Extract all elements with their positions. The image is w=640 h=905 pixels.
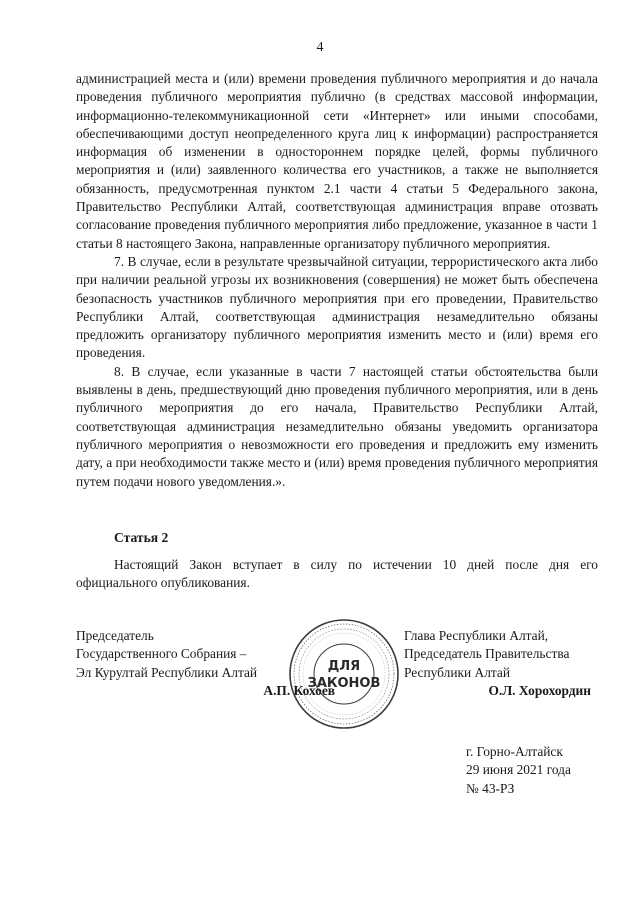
article-2-body bbox=[76, 556, 598, 593]
article-2-text: Настоящий Закон вступает в силу по истечении 10 дней после дня его официального опубликования. bbox=[76, 557, 598, 591]
signature-right-name: О.Л. Хорохордин bbox=[488, 683, 591, 698]
signature-right-line3: Республики Алтай bbox=[404, 664, 511, 680]
law-text-body bbox=[76, 70, 598, 491]
signature-right-line1: Глава Республики Алтай, bbox=[404, 628, 549, 643]
signature-right-line2: Председатель Правительства bbox=[404, 646, 570, 662]
place-city: г. Горно-Алтайск bbox=[466, 744, 563, 759]
stamp-text-line1: ДЛЯ bbox=[327, 659, 361, 674]
seal-stamp-icon bbox=[288, 618, 400, 730]
signature-left-line1: Председатель bbox=[76, 628, 154, 643]
paragraph-7: 7. В случае, если в результате чрезвычайной ситуации, террористического акта либо при наличии реальной угрозы их возникновения (совершения) не может быть обеспечена безопасность участников публичного мероприятия при его проведении, Правительство Республики Алтай, соответствующая администрация незамедлительно обязаны предложить организатору публичного мероприятия изменить место и (или) время его проведения. bbox=[76, 253, 598, 361]
signature-left-title bbox=[76, 627, 257, 682]
document-number: № 43-РЗ bbox=[466, 780, 515, 796]
place-date-block bbox=[466, 743, 571, 798]
stamp-text-line2: ЗАКОНОВ bbox=[307, 676, 381, 691]
signature-left-line2: Государственного Собрания – bbox=[76, 646, 247, 662]
page-number: 4 bbox=[316, 40, 324, 55]
signature-left-name: А.П. Кохоев bbox=[263, 683, 335, 698]
paragraph-8: 8. В случае, если указанные в части 7 настоящей статьи обстоятельства были выявлены в день, предшествующий дню проведения публичного мероприятия, или в день публичного мероприятия до его начала, Правительство Республики Алтай, соответствующая администрация незамедлительно обязаны уведомить организатора публичного мероприятия о невозможности его проведения и предложить ему изменить дату, а при необходимости также место и (или) время проведения публичного мероприятия путем подачи нового уведомления.». bbox=[76, 363, 598, 489]
article-2-heading: Статья 2 bbox=[114, 530, 169, 545]
document-date: 29 июня 2021 года bbox=[466, 762, 571, 778]
paragraph-continuation: администрацией места и (или) времени проведения публичного мероприятия и до начала проведения публичного мероприятия публично (в средствах массовой информации, информационно-телекоммуникационной сети «Интернет» или иными способами, обеспечивающими доступ неопределенного круга лиц к информации) распространяется информация об изменении в одностороннем порядке целей, формы публичного мероприятия и (или) заявленного количества его участников, а также не выполняется обязанность, предусмотренная пунктом 2.1 части 4 статьи 5 Федерального закона, Правительство Республики Алтай, соответствующая администрация вправе отозвать согласование проведения публичного мероприятия либо предложение, указанное в части 1 статьи 8 настоящего Закона, направленные организатору публичного мероприятия. bbox=[76, 71, 598, 251]
signature-left-line3: Эл Курултай Республики Алтай bbox=[76, 664, 258, 680]
signature-right-title bbox=[404, 627, 569, 682]
